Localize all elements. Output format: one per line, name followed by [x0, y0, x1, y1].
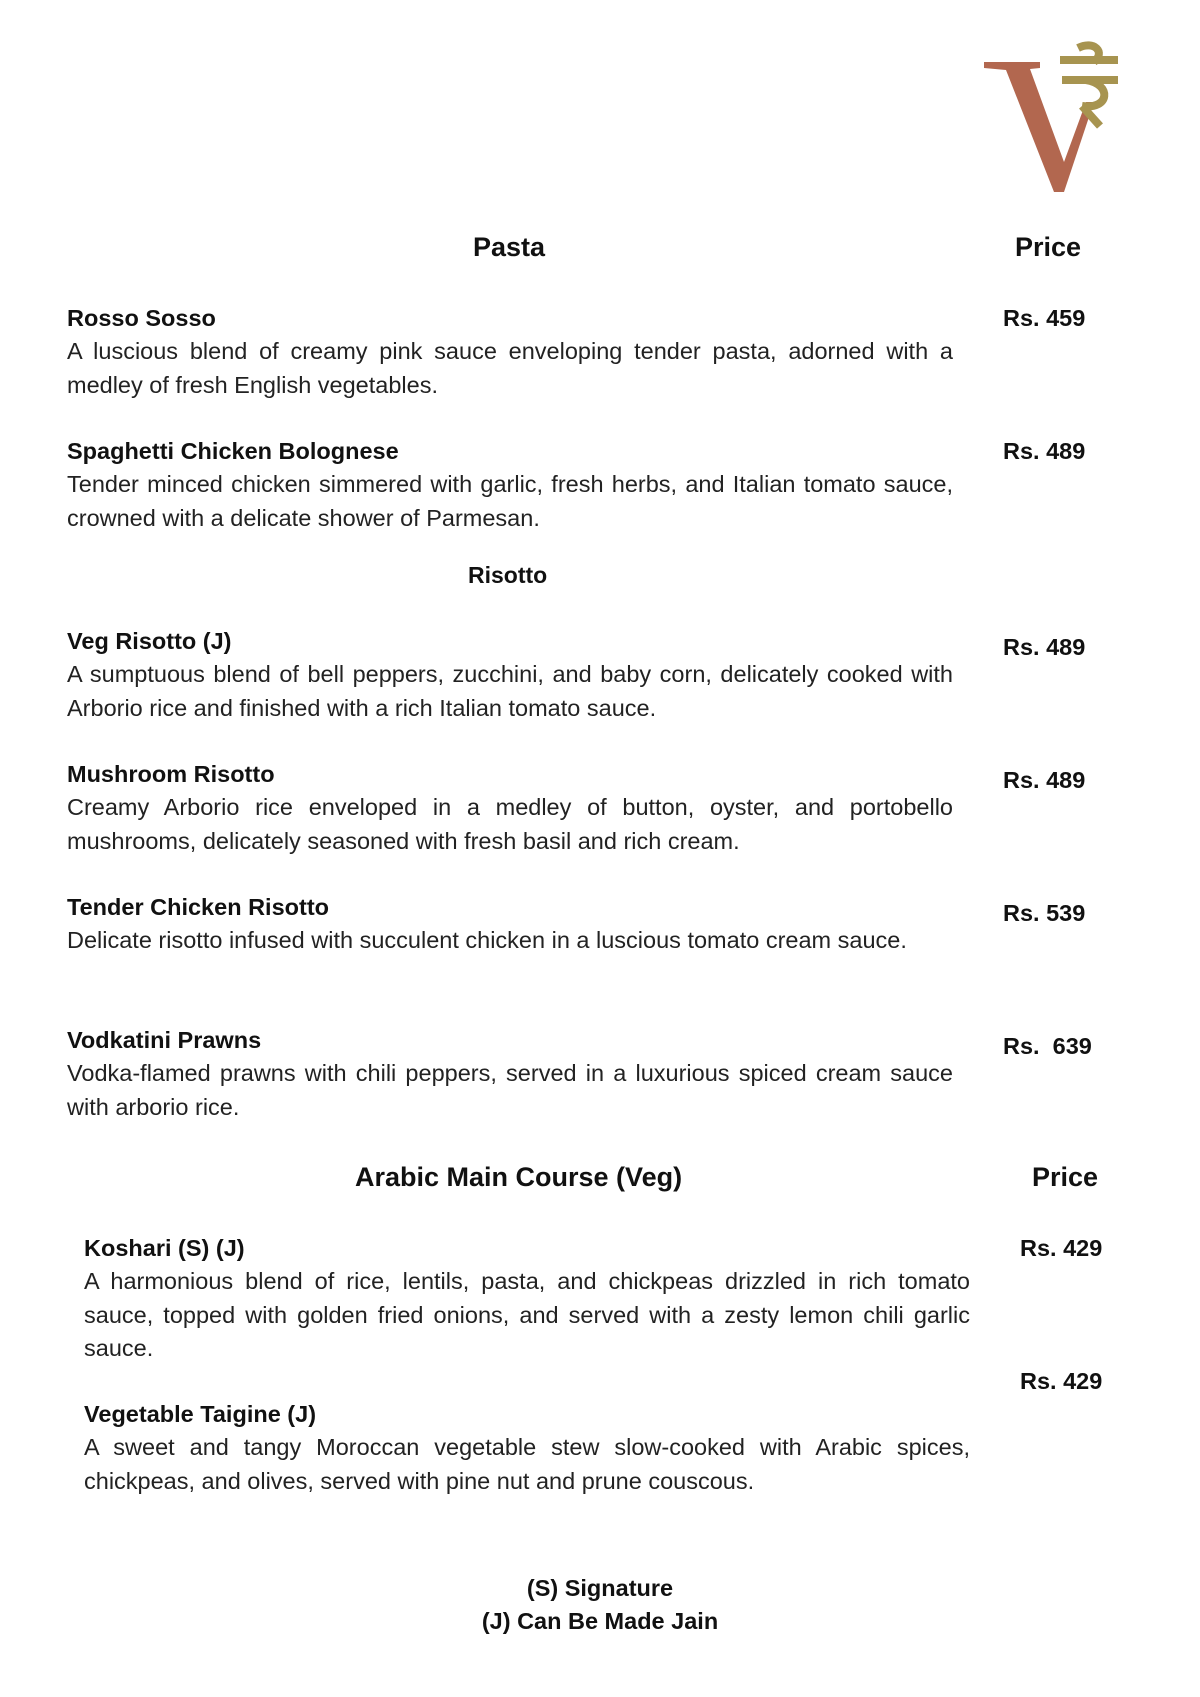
- item-description: Tender minced chicken simmered with garlic, fresh herbs, and Italian tomato sauce, crowned with a delicate shower of Parmesan.: [67, 471, 953, 531]
- item-description: Delicate risotto infused with succulent chicken in a luscious tomato cream sauce.: [67, 927, 907, 953]
- item-description: A sweet and tangy Moroccan vegetable stew slow-cooked with Arabic spices, chickpeas, and olives, served with pine nut and prune couscous.: [84, 1434, 970, 1494]
- item-description: Creamy Arborio rice enveloped in a medley of button, oyster, and portobello mushrooms, delicately seasoned with fresh basil and rich cream.: [67, 794, 953, 854]
- restaurant-logo: [982, 40, 1122, 200]
- item-name: Tender Chicken Risotto: [67, 894, 330, 920]
- price-header-pasta: Price: [1015, 232, 1082, 262]
- item-name: Mushroom Risotto: [67, 761, 275, 787]
- item-price: Rs. 429: [1020, 1235, 1103, 1261]
- item-price: Rs. 639: [1003, 1033, 1092, 1059]
- item-description: A sumptuous blend of bell peppers, zucchini, and baby corn, delicately cooked with Arborio rice and finished with a rich Italian tomato sauce.: [67, 661, 953, 721]
- menu-item-tender-chicken-risotto: [67, 894, 953, 958]
- menu-item-veg-risotto: [67, 628, 953, 725]
- item-description: A harmonious blend of rice, lentils, pasta, and chickpeas drizzled in rich tomato sauce, topped with golden fried onions, and served with a zesty lemon chili garlic sauce.: [84, 1268, 970, 1361]
- item-price: Rs. 539: [1003, 900, 1086, 926]
- item-price: Rs. 489: [1003, 767, 1086, 793]
- legend-signature: (S) Signature: [526, 1575, 674, 1601]
- legend-jain: (J) Can Be Made Jain: [481, 1608, 719, 1634]
- section-title-risotto: Risotto: [468, 562, 548, 588]
- menu-item-vodkatini-prawns: [67, 1027, 953, 1124]
- price-header-arabic: Price: [1032, 1162, 1099, 1192]
- menu-item-vegetable-taigine: [84, 1401, 970, 1498]
- item-price: Rs. 489: [1003, 438, 1086, 464]
- item-price: Rs. 489: [1003, 634, 1086, 660]
- item-price: Rs. 459: [1003, 305, 1086, 331]
- section-title-pasta: Pasta: [473, 232, 546, 262]
- menu-item-koshari: [84, 1235, 970, 1366]
- item-description: Vodka-flamed prawns with chili peppers, served in a luxurious spiced cream sauce with arborio rice.: [67, 1060, 953, 1120]
- item-name: Vodkatini Prawns: [67, 1027, 262, 1053]
- item-name: Vegetable Taigine (J): [84, 1401, 317, 1427]
- item-name: Koshari (S) (J): [84, 1235, 245, 1261]
- item-description: A luscious blend of creamy pink sauce enveloping tender pasta, adorned with a medley of fresh English vegetables.: [67, 338, 953, 398]
- item-name: Spaghetti Chicken Bolognese: [67, 438, 399, 464]
- item-price: Rs. 429: [1020, 1368, 1103, 1394]
- v-rupee-logo-icon: [982, 40, 1122, 200]
- item-name: Veg Risotto (J): [67, 628, 232, 654]
- legend: [0, 1572, 1200, 1638]
- menu-item-mushroom-risotto: [67, 761, 953, 858]
- section-title-arabic-main-course: Arabic Main Course (Veg): [355, 1162, 683, 1192]
- item-name: Rosso Sosso: [67, 305, 216, 331]
- menu-item-spaghetti-chicken-bolognese: [67, 438, 953, 535]
- menu-item-rosso-sosso: [67, 305, 953, 402]
